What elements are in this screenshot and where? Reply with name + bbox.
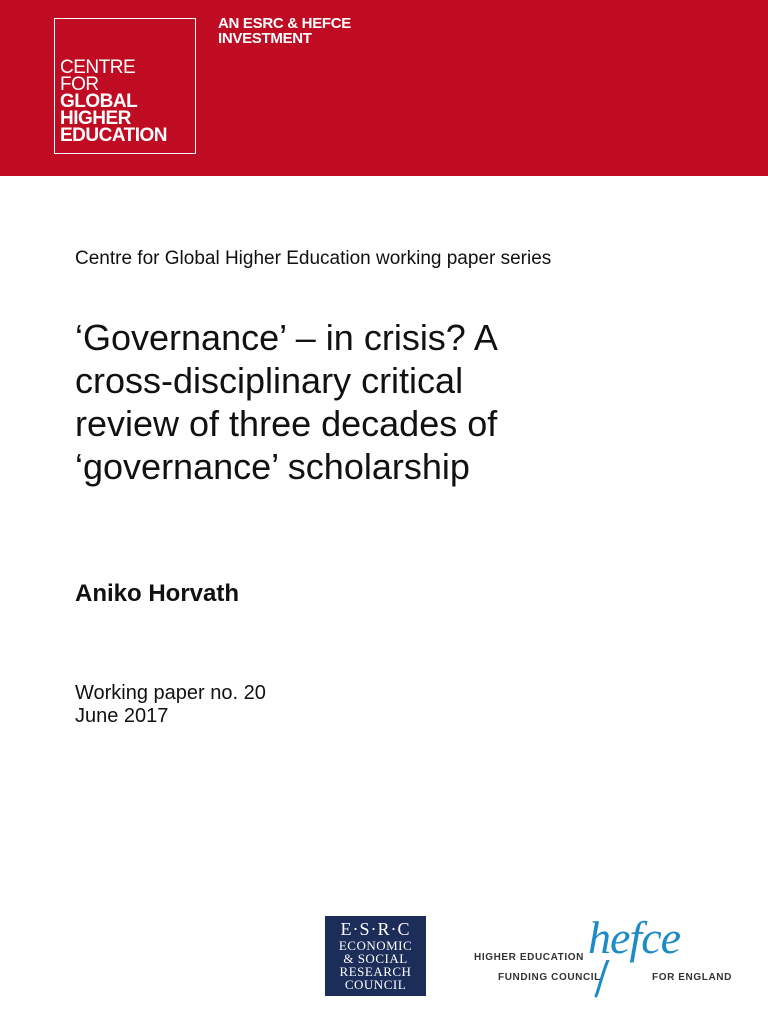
logo-line-global: GLOBAL [60, 91, 138, 112]
hefce-text-for-england: FOR ENGLAND [652, 972, 732, 983]
series-name: Centre for Global Higher Education working paper series [75, 248, 552, 269]
title-line-4: ‘governance’ scholarship [75, 446, 470, 487]
investment-note [218, 16, 351, 46]
esrc-word-council: COUNCIL [344, 977, 407, 992]
cghe-logo [54, 18, 196, 154]
hefce-text-higher-education: HIGHER EDUCATION [474, 952, 584, 963]
logo-line-centre: CENTRE [60, 57, 136, 78]
paper-title [75, 316, 675, 488]
investment-line-1: AN ESRC & HEFCE [218, 15, 352, 32]
investment-line-2: INVESTMENT [218, 30, 312, 47]
esrc-word-economic: ECONOMIC [338, 938, 413, 953]
hefce-text-funding-council: FUNDING COUNCIL [498, 972, 601, 983]
publication-date: June 2017 [75, 705, 169, 727]
hefce-wordmark: hefce [588, 912, 681, 963]
logo-line-education: EDUCATION [60, 125, 168, 146]
esrc-word-research: RESEARCH [339, 964, 412, 979]
esrc-logo [325, 916, 426, 996]
working-paper-number: Working paper no. 20 [75, 682, 266, 704]
header-banner [0, 0, 768, 176]
title-line-1: ‘Governance’ – in crisis? A [75, 317, 498, 358]
logo-line-higher: HIGHER [60, 108, 131, 129]
paper-info [75, 682, 266, 728]
title-line-2: cross-disciplinary critical [75, 360, 464, 401]
esrc-word-social: & SOCIAL [343, 951, 408, 966]
esrc-letters: E·S·R·C [340, 919, 411, 939]
logo-line-for: FOR [60, 74, 99, 95]
author-name: Aniko Horvath [75, 580, 240, 607]
title-line-3: review of three decades of [75, 403, 498, 444]
